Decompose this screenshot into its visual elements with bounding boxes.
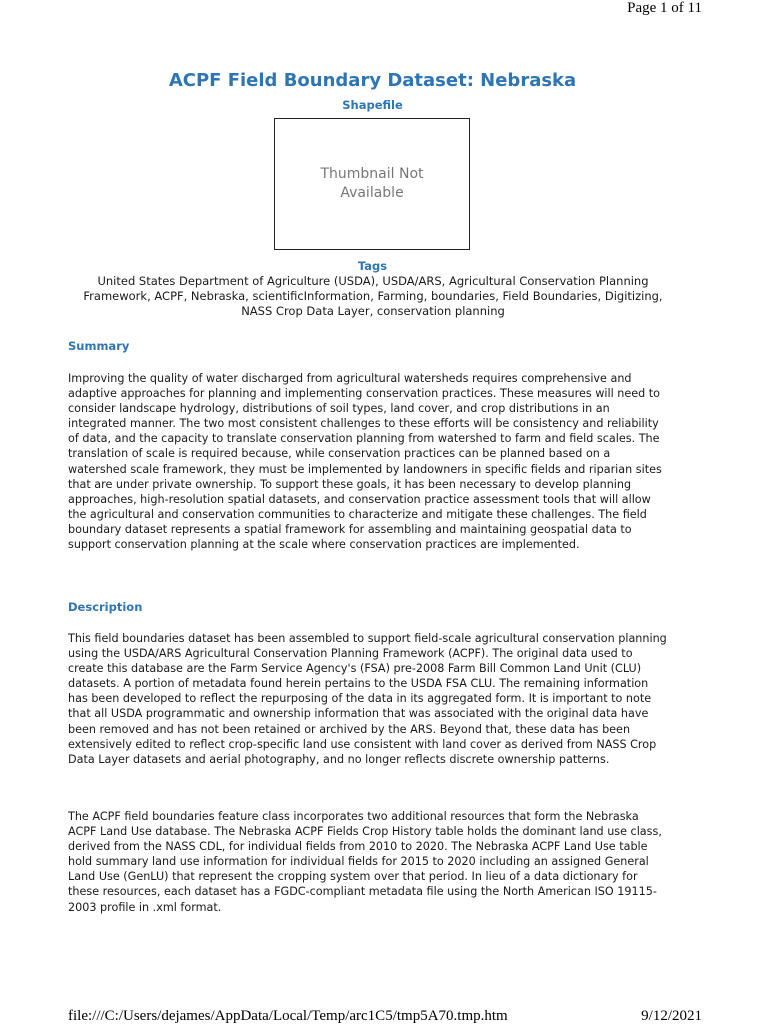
tags-text: United States Department of Agriculture (USDA), USDA/ARS, Agricultural Conservation Planning Framework, ACPF, Nebraska, scientificInformation, Farming, boundaries, Field Boundaries, Digitizing, NASS Crop Data Layer, conservation planning	[83, 274, 663, 318]
description-paragraph-2: The ACPF field boundaries feature class incorporates two additional resources that form the Nebraska ACPF Land Use database. The Nebraska ACPF Fields Crop History table holds the dominant land use class, derived from the NASS CDL, for individual fields from 2010 to 2020. The Nebraska ACPF Land Use table hold summary land use information for individual fields for 2015 to 2020 including an assigned General Land Use (GenLU) that represent the cropping system over that period. In lieu of a data dictionary for these resources, each dataset has a FGDC-compliant metadata file using the North American ISO 19115-2003 profile in .xml format.	[68, 810, 662, 914]
page-number: Page 1 of 11	[627, 0, 702, 16]
thumbnail-text: Thumbnail Not Available	[320, 166, 424, 201]
document-title: ACPF Field Boundary Dataset: Nebraska	[168, 70, 577, 91]
thumbnail-placeholder	[274, 118, 470, 250]
tags-heading: Tags	[357, 259, 388, 273]
footer-file-path: file:///C:/Users/dejames/AppData/Local/Temp/arc1C5/tmp5A70.tmp.htm	[68, 1008, 508, 1024]
summary-heading: Summary	[68, 339, 130, 353]
summary-paragraph: Improving the quality of water discharged from agricultural watersheds requires comprehensive and adaptive approaches for planning and implementing conservation practices. These measures will need to consider landscape hydrology, distributions of soil types, land cover, and crop distributions in an integrated manner. The two most consistent challenges to these efforts will be consistency and reliability of data, and the capacity to translate conservation planning from watershed to farm and field scales. The translation of scale is required because, while conservation practices can be planned based on a watershed scale framework, they must be implemented by landowners in specific fields and riparian sites that are under private ownership. To support these goals, it has been necessary to develop planning approaches, high-resolution spatial datasets, and conservation practice assessment tools that will allow the agricultural and conservation communities to characterize and mitigate these challenges. The field boundary dataset represents a spatial framework for assembling and maintaining geospatial data to support conservation planning at the scale where conservation practices are implemented.	[68, 372, 662, 552]
description-heading: Description	[68, 600, 143, 614]
footer-date: 9/12/2021	[641, 1008, 702, 1024]
description-paragraph-1: This field boundaries dataset has been assembled to support field-scale agricultural conservation planning using the USDA/ARS Agricultural Conservation Planning Framework (ACPF). The original data used to create this database are the Farm Service Agency's (FSA) pre-2008 Farm Bill Common Land Unit (CLU) datasets. A portion of metadata found herein pertains to the USDA FSA CLU. The remaining information has been developed to reflect the repurposing of the data in its aggregated form. It is important to note that all USDA programmatic and ownership information that was associated with the original data have been removed and has not been retained or archived by the ARS. Beyond that, these data has been extensively edited to reflect crop-specific land use consistent with land cover as derived from NASS Crop Data Layer datasets and aerial photography, and no longer reflects discrete ownership patterns.	[68, 632, 667, 766]
document-subtitle: Shapefile	[342, 98, 403, 112]
